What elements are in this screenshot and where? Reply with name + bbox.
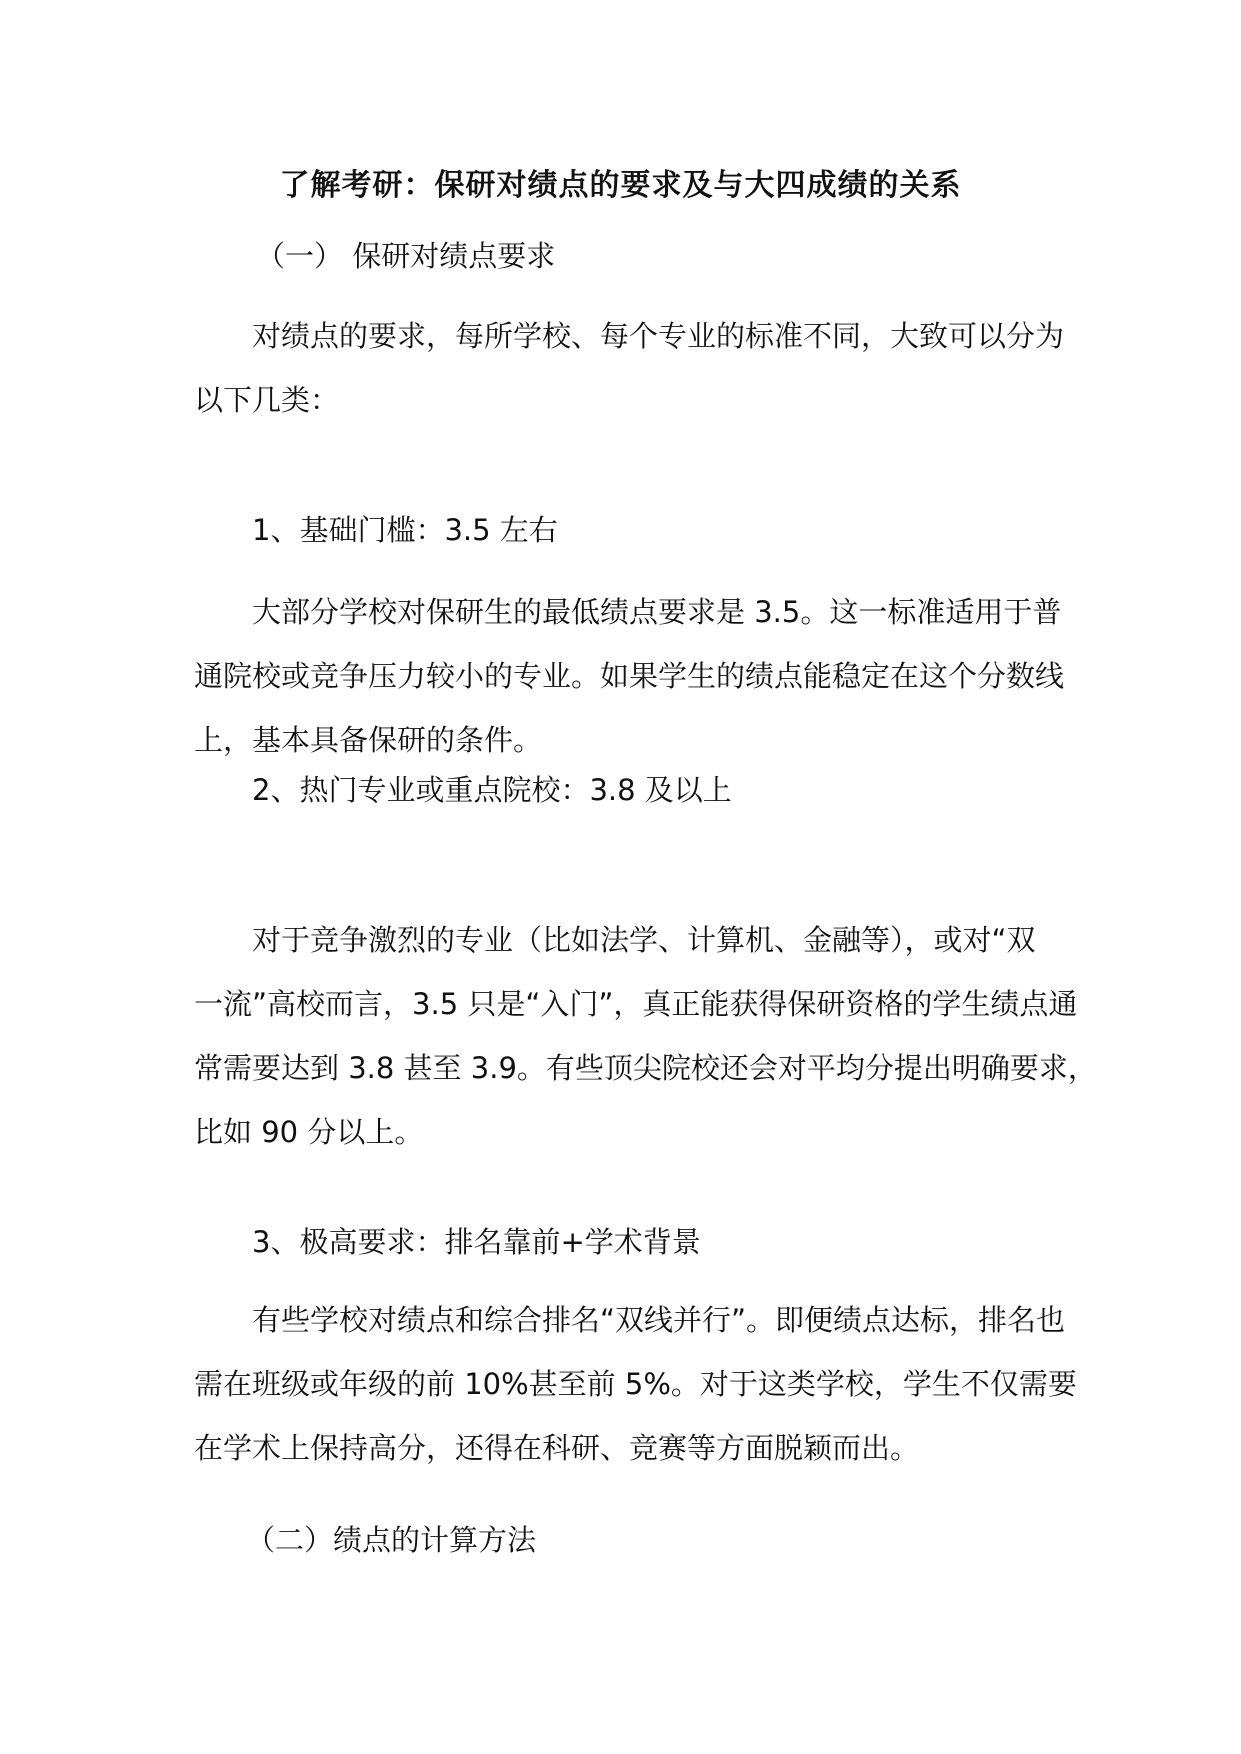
paragraph-line: 以下几类： xyxy=(194,383,340,417)
item-2-heading-text: 2、热门专业或重点院校：3.8 及以上 xyxy=(252,773,732,807)
item-1-paragraph xyxy=(194,580,1070,772)
item-1-heading xyxy=(194,498,1070,562)
intro-paragraph xyxy=(194,304,1070,432)
document-title: 了解考研：保研对绩点的要求及与大四成绩的关系 xyxy=(279,168,962,203)
paragraph-line: 常需要达到 3.8 甚至 3.9。有些顶尖院校还会对平均分提出明确要求， xyxy=(194,1051,1097,1085)
paragraph-line: 对绩点的要求，每所学校、每个专业的标准不同，大致可以分为 xyxy=(252,319,1065,353)
section-heading-2-text: （二）绩点的计算方法 xyxy=(246,1523,537,1557)
item-2-paragraph xyxy=(194,908,1097,1164)
paragraph-line: 在学术上保持高分，还得在科研、竞赛等方面脱颖而出。 xyxy=(194,1431,920,1465)
paragraph-line: 比如 90 分以上。 xyxy=(194,1115,424,1149)
section-heading-1 xyxy=(194,224,1070,288)
item-3-heading-text: 3、极高要求：排名靠前+学术背景 xyxy=(252,1225,701,1259)
paragraph-line: 对于竞争激烈的专业（比如法学、计算机、金融等），或对“双 xyxy=(252,923,1036,957)
item-3-paragraph xyxy=(194,1288,1077,1480)
paragraph-line: 上，基本具备保研的条件。 xyxy=(194,723,543,757)
section-heading-1-text: （一） 保研对绩点要求 xyxy=(256,239,556,273)
paragraph-line: 大部分学校对保研生的最低绩点要求是 3.5。这一标准适用于普 xyxy=(252,595,1062,629)
paragraph-line: 需在班级或年级的前 10%甚至前 5%。对于这类学校，学生不仅需要 xyxy=(194,1367,1077,1401)
item-2-heading xyxy=(194,758,1070,822)
paragraph-line: 有些学校对绩点和综合排名“双线并行”。即便绩点达标，排名也 xyxy=(252,1303,1066,1337)
paragraph-line: 通院校或竞争压力较小的专业。如果学生的绩点能稳定在这个分数线 xyxy=(194,659,1065,693)
item-1-heading-text: 1、基础门槛：3.5 左右 xyxy=(252,513,558,547)
item-3-heading xyxy=(194,1210,1070,1274)
section-heading-2 xyxy=(194,1508,1070,1572)
paragraph-line: 一流”高校而言，3.5 只是“入门”，真正能获得保研资格的学生绩点通 xyxy=(194,987,1078,1021)
